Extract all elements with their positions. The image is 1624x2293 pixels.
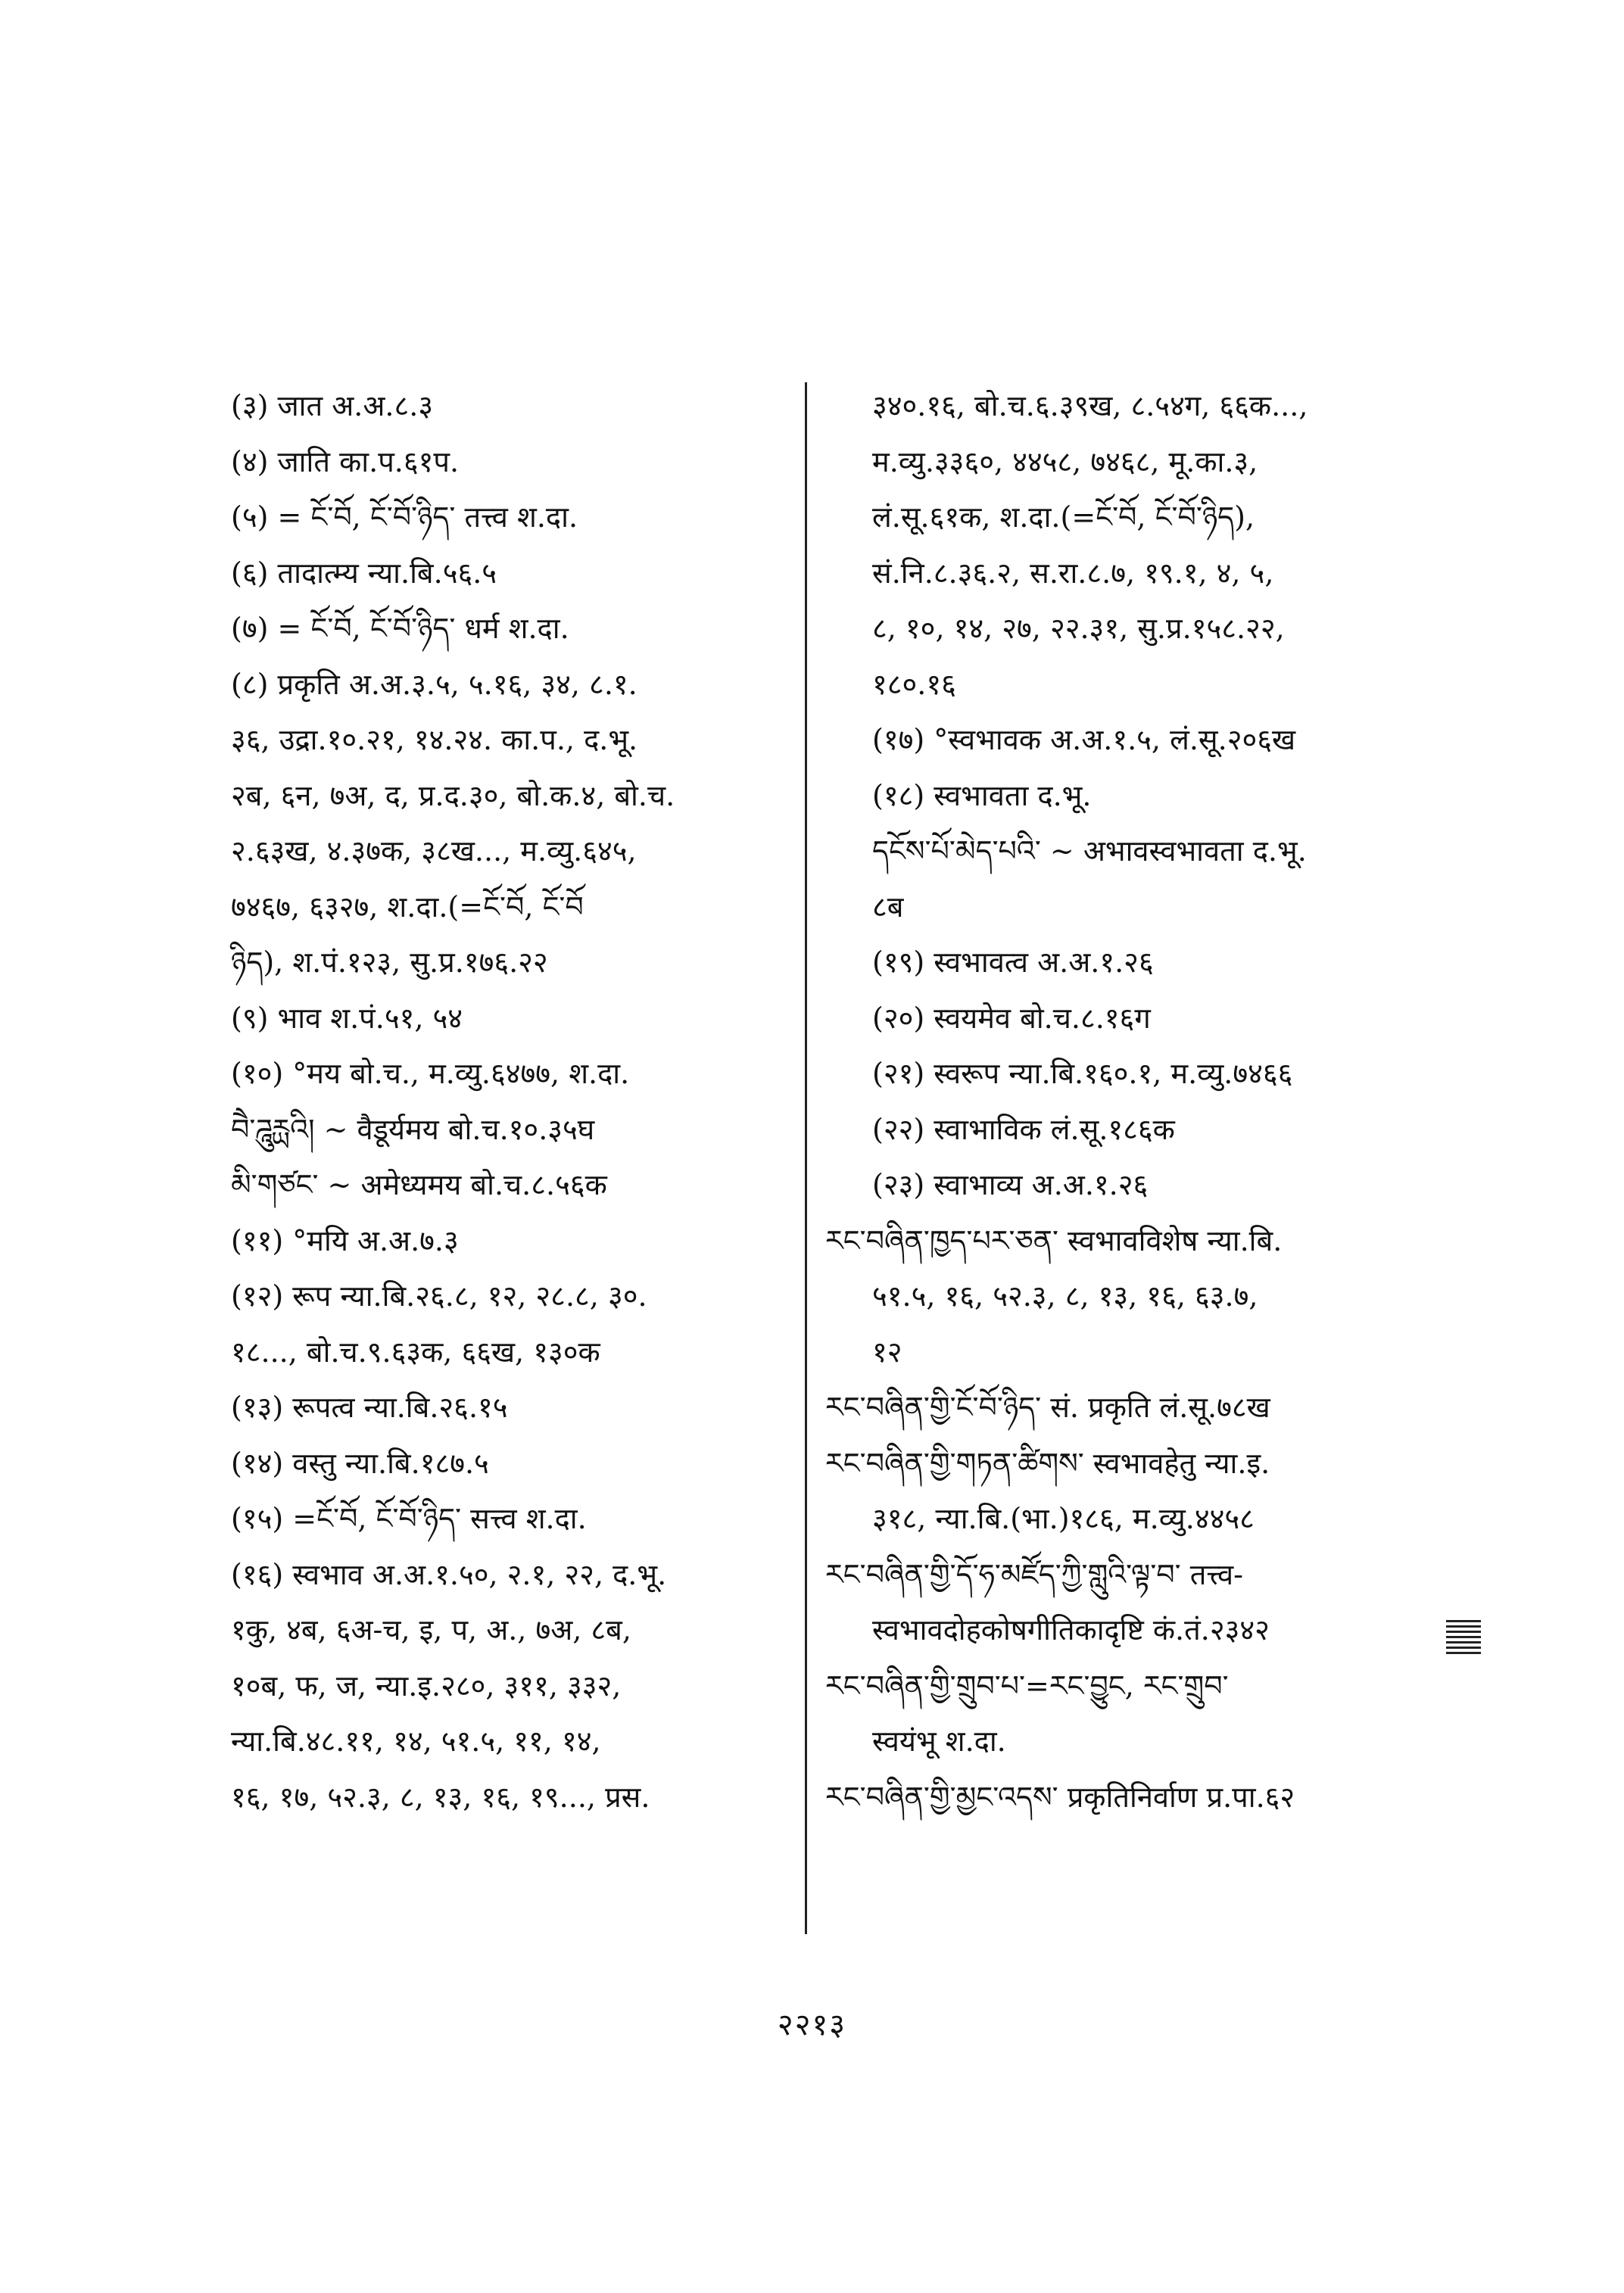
entry-line: (१६) स्वभाव अ.अ.१.५०, २.१, २२, द.भू. <box>231 1557 667 1591</box>
headword-line: རང་བཞིན་གྱི་ངོ་བོ་ཉིད་ सं. प्रकृति लं.सू.७८ख <box>825 1391 1270 1424</box>
entry-line: ३१८, न्या.बि.(भा.)१८६, म.व्यु.४४५८ <box>872 1502 1255 1535</box>
right-column <box>825 379 1401 1825</box>
entry-line: ८ब <box>872 889 904 924</box>
entry-line: न्या.बि.४८.११, १४, ५१.५, ११, १४, <box>231 1724 601 1758</box>
entry-line: (२०) स्वयमेव बो.च.८.१६ग <box>872 1001 1151 1035</box>
entry-line: १०ब, फ, ज, न्या.इ.२८०, ३११, ३३२, <box>231 1668 622 1703</box>
entry-line: ३६, उद्रा.१०.२१, १४.२४. का.प., द.भू. <box>231 723 638 756</box>
entry-line: १२ <box>872 1335 902 1369</box>
headword-line: རང་བཞིན་གྱི་དོ་ཧ་མཛོད་ཀྱི་གླུའི་ལྟ་བ་ तत्त्व- <box>825 1557 1244 1591</box>
entry-line: ८, १०, १४, २७, २२.३१, सु.प्र.१५८.२२, <box>872 612 1285 645</box>
entry-line: (२२) स्वाभाविक लं.सू.१८६क <box>872 1112 1175 1146</box>
entry-line: (११) °मयि अ.अ.७.३ <box>231 1223 459 1257</box>
entry-line: (२१) स्वरूप न्या.बि.१६०.१, म.व्यु.७४६६ <box>872 1057 1293 1090</box>
entry-line: लं.सू.६१क, श.दा.(=ངོ་བོ, ངོ་བོ་ཉིད), <box>872 500 1255 534</box>
entry-line: (२३) स्वाभाव्य अ.अ.१.२६ <box>872 1168 1149 1201</box>
entry-line: म.व्यु.३३६०, ४४५८, ७४६८, मू.का.३, <box>872 444 1258 478</box>
entry-line: (१४) वस्तु न्या.बि.१८७.५ <box>231 1446 489 1480</box>
entry-line: (१३) रूपत्व न्या.बि.२६.१५ <box>231 1391 508 1424</box>
entry-line: स्वयंभू श.दा. <box>872 1724 1006 1758</box>
entry-line: (३) जात अ.अ.८.३ <box>231 389 434 422</box>
headword-line: རང་བཞིན་ཁྱད་པར་ཅན་ स्वभावविशेष न्या.बि. <box>825 1223 1283 1257</box>
thumb-index-mark <box>1446 1620 1481 1659</box>
entry-line: (१५) =ངོ་བོ, ངོ་བོ་ཉིད་ सत्त्व श.दा. <box>231 1502 587 1535</box>
entry-line: མི་གཙང་ ~ अमेध्यमय बो.च.८.५६क <box>231 1168 607 1201</box>
left-column <box>231 379 803 1825</box>
entry-line: (७) = ངོ་བོ, ངོ་བོ་ཉིད་ धर्म श.दा. <box>231 612 569 645</box>
entry-line: བཻ་ཌཱུརྻའི། ~ वैडूर्यमय बो.च.१०.३५घ <box>231 1112 595 1146</box>
entry-line: དངོས་པོ་མེད་པའི་ ~ अभावस्वभावता द.भू. <box>872 834 1307 868</box>
entry-line: (१०) °मय बो.च., म.व्यु.६४७७, श.दा. <box>231 1057 630 1090</box>
entry-line: २ब, ६न, ७अ, द, प्र.द.३०, बो.क.४, बो.च. <box>231 778 675 812</box>
entry-line: ५१.५, १६, ५२.३, ८, १३, १६, ६३.७, <box>872 1279 1258 1313</box>
headword-line: རང་བཞིན་གྱི་གཏན་ཚིགས་ स्वभावहेतु न्या.इ. <box>825 1446 1270 1480</box>
entry-line: (१९) स्वभावत्व अ.अ.१.२६ <box>872 946 1154 979</box>
entry-line: ७४६७, ६३२७, श.दा.(=ངོ་བོ, ངོ་བོ <box>231 889 584 924</box>
entry-line: १८०.१६ <box>872 667 956 701</box>
entry-line: (४) जाति का.प.६१प. <box>231 444 460 478</box>
entry-line: २.६३ख, ४.३७क, ३८ख..., म.व्यु.६४५, <box>231 834 637 868</box>
entry-line: (१८) स्वभावता द.भू. <box>872 778 1092 812</box>
entry-line: १८..., बो.च.९.६३क, ६६ख, १३०क <box>231 1335 600 1369</box>
headword-line: རང་བཞིན་གྱི་མྱང་འདས་ प्रकृतिनिर्वाण प्र.पा.६२ <box>825 1780 1295 1814</box>
entry-line: (१२) रूप न्या.बि.२६.८, १२, २८.८, ३०. <box>231 1279 647 1313</box>
column-divider <box>805 382 807 1934</box>
page-number: २२१३ <box>777 2008 847 2042</box>
entry-line: ३४०.१६, बो.च.६.३९ख, ८.५४ग, ६६क..., <box>872 389 1308 422</box>
entry-line: (८) प्रकृति अ.अ.३.५, ५.१६, ३४, ८.१. <box>231 667 637 701</box>
entry-line: (६) तादात्म्य न्या.बि.५६.५ <box>231 556 497 590</box>
headword-line: རང་བཞིན་གྱི་གྲུབ་པ་=རང་བྱུང, རང་གྲུབ་ <box>825 1668 1229 1703</box>
entry-line: १कु, ४ब, ६अ-च, इ, प, अ., ७अ, ८ब, <box>231 1613 631 1647</box>
entry-line: सं.नि.८.३६.२, स.रा.८.७, १९.१, ४, ५, <box>872 556 1274 590</box>
entry-line: १६, १७, ५२.३, ८, १३, १६, १९..., प्रस. <box>231 1780 650 1814</box>
entry-line: (९) भाव श.पं.५१, ५४ <box>231 1001 463 1035</box>
entry-line: (१७) °स्वभावक अ.अ.१.५, लं.सू.२०६ख <box>872 723 1296 756</box>
entry-line: ཉིད), श.पं.१२३, सु.प्र.१७६.२२ <box>231 946 548 979</box>
entry-line: स्वभावदोहकोषगीतिकादृष्टि कं.तं.२३४२ <box>872 1613 1270 1647</box>
entry-line: (५) = ངོ་བོ, ངོ་བོ་ཉིད་ तत्त्व श.दा. <box>231 500 578 534</box>
